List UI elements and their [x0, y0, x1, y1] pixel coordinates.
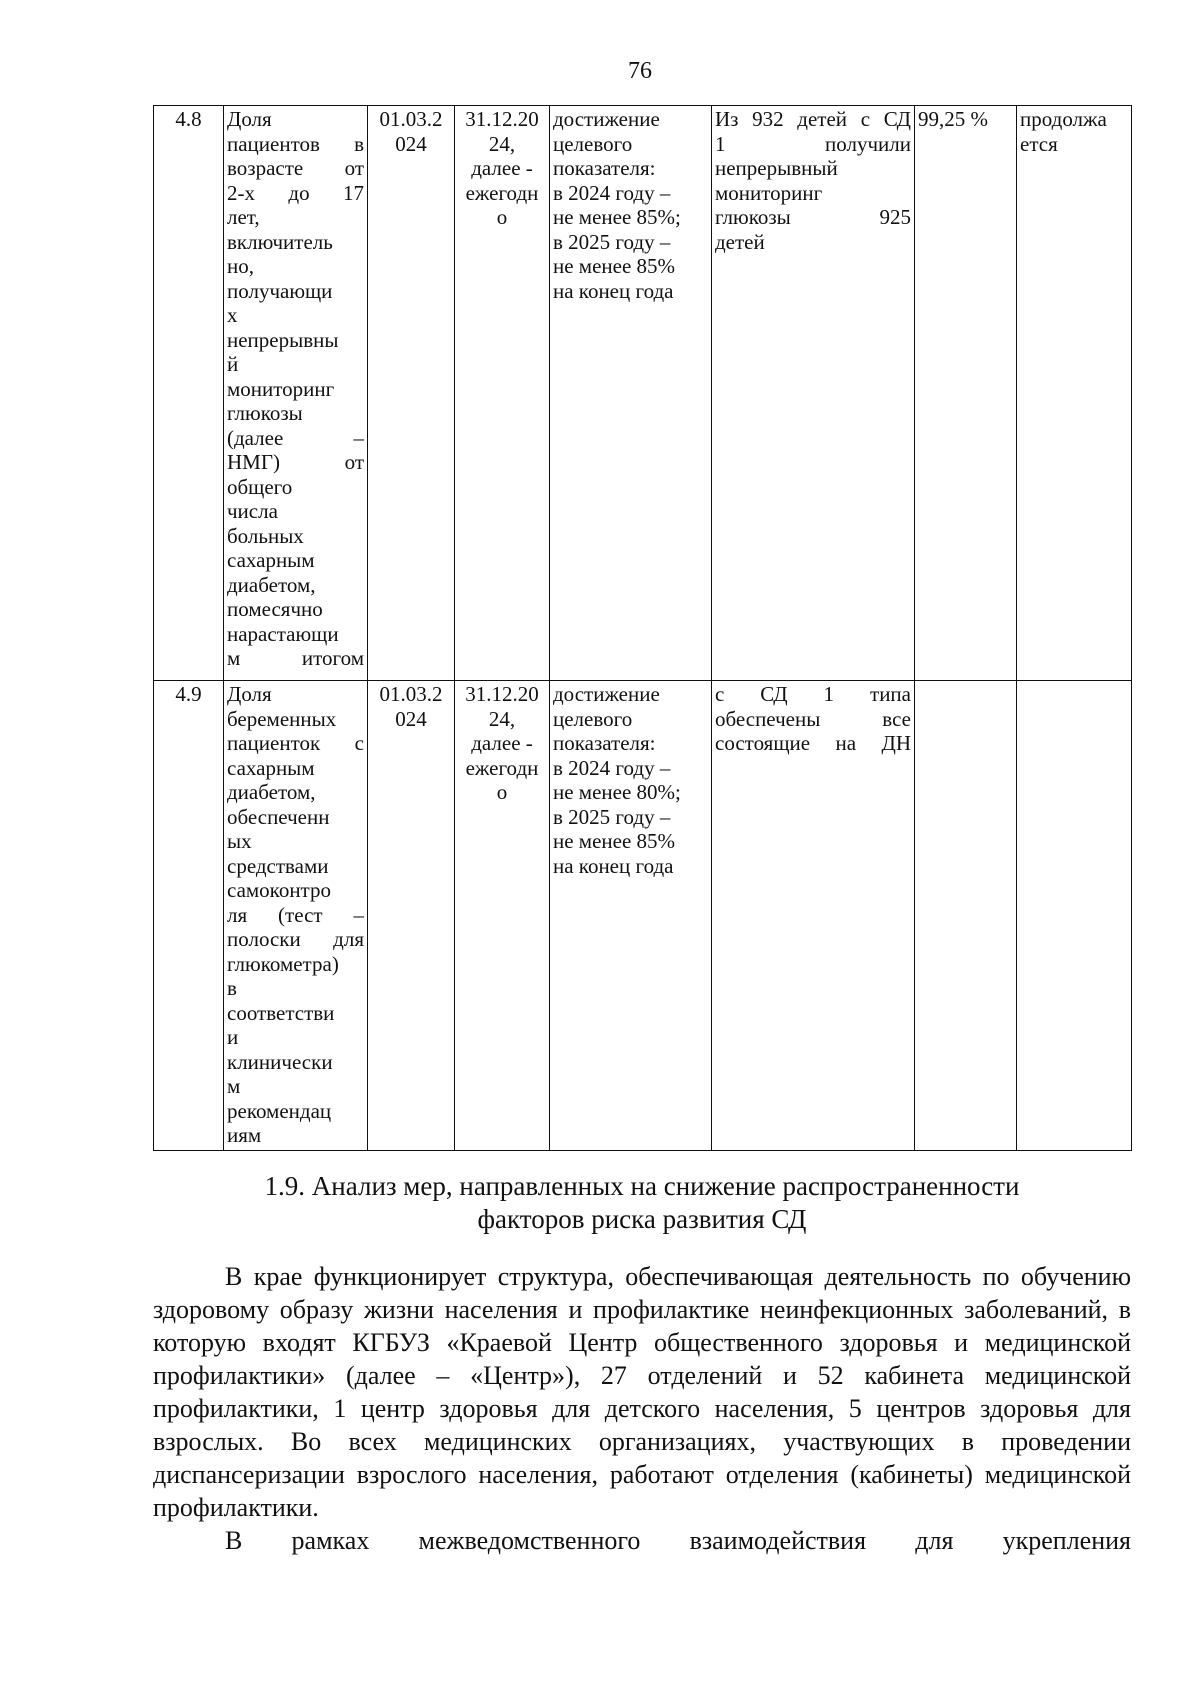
cell-line: достижение [553, 107, 660, 131]
cell-line: помесячно [227, 597, 323, 621]
cell-line: в 2024 году – [553, 755, 671, 780]
cell-line: обеспечены все [715, 706, 911, 731]
cell-line: о [496, 205, 508, 229]
cell-line: 1 получили [715, 131, 911, 156]
cell-line: соответстви [227, 1000, 335, 1025]
cell-line: детей [715, 229, 765, 254]
row-number: 4.8 [154, 106, 224, 681]
paragraph-2: В рамках межведомственного взаимодействия для укрепления [225, 1526, 1131, 1555]
percent-value: 99,25 % [915, 106, 1017, 681]
cell-line: НМГ) от [227, 450, 364, 474]
cell-line: ежегодн [465, 755, 539, 780]
indicator-name [224, 106, 368, 681]
cell-line: х [227, 303, 238, 327]
cell-line: 2-х до 17 [227, 180, 364, 205]
cell-line: 024 [395, 131, 427, 156]
cell-line: в 2024 году – [553, 180, 671, 205]
cell-line: продолжа [1020, 107, 1107, 131]
cell-line: не менее 80%; [553, 780, 681, 804]
cell-line: пациентов в [227, 131, 364, 156]
cell-line: целевого [553, 131, 633, 156]
cell-line: м итогом [227, 646, 364, 670]
cell-line: мониторинг [227, 376, 335, 401]
cell-line: непрерывны [227, 327, 339, 352]
cell-line: иям [227, 1123, 262, 1147]
cell-line: мониторинг [715, 180, 823, 205]
target-value [550, 106, 712, 681]
target-value [550, 681, 712, 1151]
cell-line: в [227, 976, 237, 1000]
cell-line: больных [227, 523, 304, 548]
cell-line: сахарным [227, 755, 315, 780]
indicators-table [153, 105, 1132, 1151]
cell-line: 01.03.2 [379, 682, 443, 706]
cell-line: клинически [227, 1049, 333, 1074]
section-heading-line2: факторов риска развития СД [477, 1204, 807, 1234]
page-number: 76 [628, 58, 652, 84]
table-row-4-8 [154, 106, 1132, 681]
cell-line: й [227, 352, 239, 376]
cell-line: состоящие на ДН [715, 731, 911, 755]
cell-line: ых [227, 829, 252, 853]
cell-line: далее - [471, 731, 533, 755]
cell-line: глюкозы [227, 401, 303, 425]
cell-line: числа [227, 499, 278, 523]
end-date [455, 106, 550, 681]
cell-line: общего [227, 474, 293, 499]
cell-line: не менее 85% [553, 254, 676, 278]
cell-line: 024 [395, 706, 427, 731]
status-text [1017, 106, 1132, 681]
section-heading-line1: 1.9. Анализ мер, направленных на снижение распространенности [264, 1171, 1020, 1201]
section-heading [153, 1170, 1131, 1236]
cell-line: Доля [227, 682, 272, 706]
percent-value [915, 681, 1017, 1151]
cell-line: 31.12.20 [465, 107, 539, 131]
cell-line: 01.03.2 [379, 107, 443, 131]
status-text [1017, 681, 1132, 1151]
cell-line: получающи [227, 278, 333, 303]
cell-line: 24, [488, 131, 516, 156]
cell-line: не менее 85% [553, 829, 676, 853]
cell-line: далее - [471, 156, 533, 180]
cell-line: ется [1020, 131, 1058, 156]
cell-line: 24, [488, 706, 516, 731]
cell-line: рекомендац [227, 1098, 332, 1123]
end-date [455, 681, 550, 1151]
cell-line: беременных [227, 706, 337, 731]
indicator-name [224, 681, 368, 1151]
cell-line: полоски для [227, 927, 364, 951]
cell-line: обеспеченн [227, 804, 330, 829]
cell-line: пациенток с [227, 731, 364, 755]
cell-line: на конец года [553, 278, 674, 303]
cell-line: и [227, 1025, 239, 1049]
cell-line: включитель [227, 229, 333, 254]
cell-line: ежегодн [465, 180, 539, 205]
cell-line: лет, [227, 205, 260, 229]
cell-line: 31.12.20 [465, 682, 539, 706]
cell-line: возрасте от [227, 156, 364, 180]
cell-line: показателя: [553, 156, 656, 180]
cell-line: но, [227, 254, 254, 278]
result-text [712, 106, 915, 681]
cell-line: о [496, 780, 508, 804]
cell-line: в 2025 году – [553, 804, 671, 829]
cell-line: глюкометра) [227, 951, 339, 976]
row-number: 4.9 [154, 681, 224, 1151]
cell-line: с СД 1 типа [715, 682, 911, 706]
cell-line: показателя: [553, 731, 656, 755]
cell-line: глюкозы 925 [715, 205, 911, 229]
cell-line: в 2025 году – [553, 229, 671, 254]
cell-line: целевого [553, 706, 633, 731]
cell-line: достижение [553, 682, 660, 706]
cell-line: (далее – [227, 425, 364, 450]
cell-line: ля (тест – [227, 902, 364, 927]
cell-line: Из 932 детей с СД [715, 107, 911, 131]
cell-line: на конец года [553, 853, 674, 878]
start-date [368, 106, 455, 681]
result-text [712, 681, 915, 1151]
cell-line: самоконтро [227, 878, 331, 902]
cell-line: не менее 85%; [553, 205, 681, 229]
start-date [368, 681, 455, 1151]
cell-line: нарастающи [227, 621, 339, 646]
cell-line: диабетом, [227, 572, 316, 597]
paragraph-1: В крае функционирует структура, обеспечивающая деятельность по обучению здоровому образу жизни населения и профилактике неинфекционных заболеваний, в которую входят КГБУЗ «Краевой Центр общественного здоровья и медицинской профилактики» (далее – «Центр»), 27 отделений и 52 кабинета медицинской профилактики, 1 центр здоровья для детского населения, 5 центров здоровья для взрослых. Во всех медицинских организациях, участвующих в проведении диспансеризации взрослого населения, работают отделения (кабинеты) медицинской профилактики. [153, 1262, 1131, 1522]
body-text [153, 1260, 1131, 1557]
cell-line: непрерывный [715, 156, 838, 180]
cell-line: м [227, 1074, 241, 1098]
table-row-4-9 [154, 681, 1132, 1151]
cell-line: сахарным [227, 548, 315, 572]
cell-line: Доля [227, 107, 272, 131]
cell-line: диабетом, [227, 780, 316, 804]
cell-line: средствами [227, 853, 329, 878]
